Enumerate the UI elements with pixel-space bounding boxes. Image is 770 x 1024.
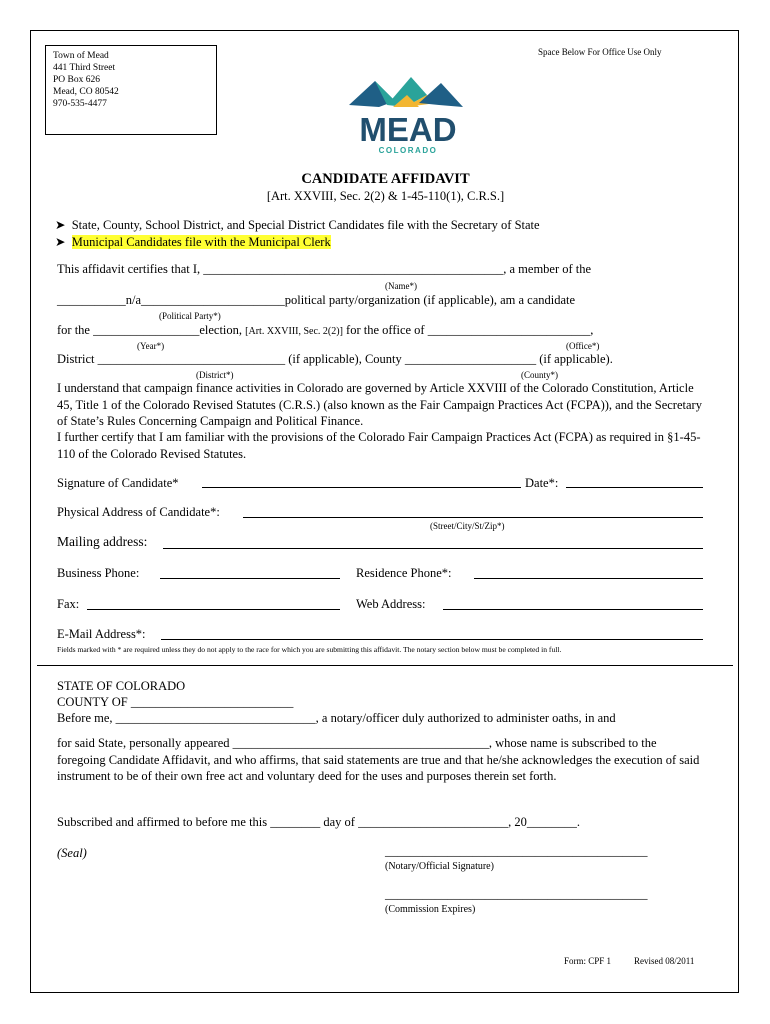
- party-line: ___________n/a_______________________political party/organization (if applicable), am a candidate: [57, 293, 576, 307]
- mailing-address-field[interactable]: [163, 548, 703, 549]
- party-caption: (Political Party*): [159, 311, 221, 321]
- notary-signature-caption: (Notary/Official Signature): [385, 861, 494, 872]
- logo-wordmark: MEAD: [359, 111, 457, 148]
- notary-before: Before me, ________________________________, a notary/officer duly authorized to administer oaths, in and: [57, 711, 616, 725]
- certify-paragraph: I further certify that I am familiar with the provisions of the Colorado Fair Campaign Practices Act (FCPA) as required in §1-45-110 of the Colorado Revised Statutes.: [57, 430, 701, 461]
- subscribed-line: Subscribed and affirmed to before me this ________ day of ________________________, 20________.: [57, 815, 580, 829]
- web-address-label: Web Address:: [356, 597, 426, 611]
- business-phone-label: Business Phone:: [57, 566, 140, 580]
- commission-expires-caption: (Commission Expires): [385, 904, 476, 915]
- office-caption: (Office*): [566, 341, 600, 351]
- logo-subtext: COLORADO: [378, 146, 438, 155]
- mead-logo: [349, 73, 467, 157]
- email-label: E-Mail Address*:: [57, 627, 146, 641]
- district-caption: (District*): [196, 370, 234, 380]
- physical-address-field[interactable]: [243, 517, 703, 518]
- bullet-item: ➤ Municipal Candidates file with the Municipal Clerk: [55, 235, 331, 249]
- section-divider: [37, 665, 733, 666]
- year-caption: (Year*): [137, 341, 165, 351]
- date-label: Date*:: [525, 476, 559, 490]
- address-line: 441 Third Street: [53, 63, 116, 73]
- physical-address-label: Physical Address of Candidate*:: [57, 505, 220, 519]
- district-line: District ______________________________ (if applicable), County _____________________ (if applicable).: [57, 352, 613, 366]
- address-line: 970-535-4477: [53, 99, 107, 109]
- commission-expires-line[interactable]: __________________________________________: [385, 887, 648, 901]
- page-subtitle: [Art. XXVIII, Sec. 2(2) & 1-45-110(1), C.R.S.]: [266, 189, 505, 203]
- fax-field[interactable]: [87, 609, 340, 610]
- residence-phone-label: Residence Phone*:: [356, 566, 452, 580]
- election-line: for the _________________election, [Art. XXVIII, Sec. 2(2)] for the office of __________________________,: [57, 323, 594, 337]
- bullet-item: ➤ State, County, School District, and Special District Candidates file with the Secretary of State: [55, 218, 540, 232]
- certify-line: This affidavit certifies that I, ________________________________________________, a member of the: [57, 262, 592, 276]
- address-line: Town of Mead: [53, 51, 109, 61]
- return-address-box: [45, 45, 217, 135]
- mailing-address-label: Mailing address:: [57, 534, 148, 549]
- signature-label: Signature of Candidate*: [57, 476, 179, 490]
- document-page: [30, 30, 739, 993]
- name-caption: (Name*): [385, 281, 417, 291]
- notary-state: STATE OF COLORADO: [57, 679, 186, 693]
- address-line: PO Box 626: [53, 75, 100, 85]
- statement-paragraph: I understand that campaign finance activities in Colorado are governed by Article XXVIII of the Colorado Constitution, Article 45, Title 1 of the Colorado Revised Statutes (C.R.S.) (also known as the Fair Campaign Practices Act (FCPA)), and the Secretary of State’s Rules Concerning Campaign and Political Finance.: [57, 381, 702, 428]
- office-use-label: Space Below For Office Use Only: [538, 47, 662, 57]
- county-caption: (County*): [521, 370, 558, 380]
- notary-signature-line[interactable]: __________________________________________: [385, 844, 648, 858]
- revision-date: Revised 08/2011: [634, 956, 695, 966]
- business-phone-field[interactable]: [160, 578, 340, 579]
- notary-county: COUNTY OF __________________________: [57, 695, 294, 709]
- web-address-field[interactable]: [443, 609, 703, 610]
- date-field[interactable]: [566, 487, 703, 488]
- street-caption: (Street/City/St/Zip*): [430, 521, 505, 531]
- email-field[interactable]: [161, 639, 703, 640]
- form-number: Form: CPF 1: [564, 956, 612, 966]
- page-title: CANDIDATE AFFIDAVIT: [301, 171, 470, 187]
- arrow-bullet-icon: ➤: [55, 218, 66, 232]
- required-note: Fields marked with * are required unless they do not apply to the race for which you are submitting this affidavit. The notary section below must be completed in full.: [57, 645, 562, 654]
- arrow-bullet-icon: ➤: [55, 235, 66, 249]
- seal-label: (Seal): [57, 846, 87, 860]
- signature-field[interactable]: [202, 487, 521, 488]
- notary-paragraph: for said State, personally appeared _________________________________________, whose name is subscribed to the foregoing Candidate Affidavit, and who affirms, that said statements are true and that he/she acknowledges the execution of said instrument to be of their own free act and voluntary deed for the uses and purposes therein set forth.: [57, 736, 700, 783]
- address-line: Mead, CO 80542: [53, 87, 119, 97]
- residence-phone-field[interactable]: [474, 578, 703, 579]
- fax-label: Fax:: [57, 597, 80, 611]
